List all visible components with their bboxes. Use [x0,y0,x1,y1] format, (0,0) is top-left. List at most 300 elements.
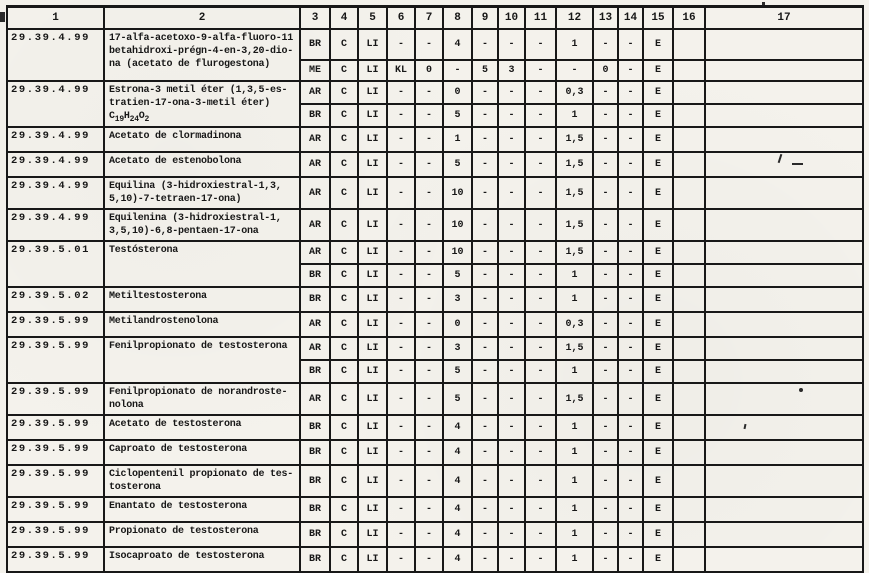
cell-col-16 [673,547,705,572]
substance-name-cell: Estrona-3 metil éter (1,3,5-es- tratien-17-ona-3-metil éter) $C_{19}H_{24}O_2$ [104,81,300,127]
cell-col-13: - [593,81,618,104]
cell-col-4: C [330,497,358,522]
cell-col-7: - [415,497,443,522]
cell-col-8: 0 [443,81,472,104]
cell-col-8: 1 [443,127,472,152]
cell-col-16 [673,29,705,60]
cell-col-16 [673,360,705,383]
cell-col-4: C [330,522,358,547]
cell-col-11: - [525,241,556,264]
code-cell: 29.39.4.99 [7,29,104,81]
cell-col-16 [673,465,705,497]
cell-col-5: LI [358,264,387,287]
cell-col-10: - [498,360,525,383]
column-header-13: 13 [593,7,618,30]
cell-col-5: LI [358,104,387,127]
cell-col-9: - [472,312,498,337]
cell-col-14: - [618,465,643,497]
table-row [7,383,863,415]
cell-col-8: 5 [443,360,472,383]
cell-col-3: BR [300,547,330,572]
cell-col-3: AR [300,81,330,104]
cell-col-12: 1,5 [556,241,593,264]
code-cell: 29.39.5.99 [7,465,104,497]
cell-col-12: 1 [556,104,593,127]
cell-col-16 [673,60,705,81]
cell-col-15: E [643,383,673,415]
cell-col-7: - [415,29,443,60]
cell-col-11: - [525,152,556,177]
cell-col-8: 5 [443,104,472,127]
column-header-12: 12 [556,7,593,30]
cell-col-3: ME [300,60,330,81]
cell-col-5: LI [358,312,387,337]
cell-col-14: - [618,415,643,440]
cell-col-9: - [472,337,498,360]
cell-col-9: - [472,127,498,152]
cell-col-9: - [472,29,498,60]
substance-name-cell: Acetato de estenobolona [104,152,300,177]
cell-col-15: E [643,104,673,127]
cell-col-4: C [330,81,358,104]
cell-col-3: AR [300,241,330,264]
cell-col-13: - [593,177,618,209]
column-header-14: 14 [618,7,643,30]
cell-col-4: C [330,440,358,465]
cell-col-16 [673,312,705,337]
cell-col-10: - [498,177,525,209]
cell-col-9: - [472,177,498,209]
cell-col-10: - [498,522,525,547]
cell-col-11: - [525,522,556,547]
cell-col-13: - [593,522,618,547]
cell-col-4: C [330,465,358,497]
column-header-15: 15 [643,7,673,30]
cell-col-3: AR [300,337,330,360]
cell-col-12: 1 [556,465,593,497]
table-row [7,177,863,209]
cell-col-9: 5 [472,60,498,81]
cell-col-17 [705,383,863,415]
code-cell: 29.39.5.99 [7,497,104,522]
cell-col-15: E [643,287,673,312]
cell-col-16 [673,383,705,415]
cell-col-12: 1 [556,264,593,287]
cell-col-5: LI [358,497,387,522]
cell-col-15: E [643,465,673,497]
cell-col-13: - [593,241,618,264]
cell-col-10: - [498,337,525,360]
cell-col-4: C [330,415,358,440]
cell-col-8: 5 [443,383,472,415]
cell-col-10: - [498,264,525,287]
cell-col-12: - [556,60,593,81]
cell-col-11: - [525,104,556,127]
code-cell: 29.39.5.99 [7,383,104,415]
cell-col-6: - [387,312,415,337]
cell-col-6: - [387,81,415,104]
substance-name-cell: Ciclopentenil propionato de tes- tosterona [104,465,300,497]
table-row [7,415,863,440]
cell-col-3: BR [300,264,330,287]
cell-col-3: AR [300,312,330,337]
cell-col-3: BR [300,522,330,547]
cell-col-15: E [643,127,673,152]
substance-name-cell: Equilenina (3-hidroxiestral-1, 3,5,10)-6,8-pentaen-17-ona [104,209,300,241]
cell-col-16 [673,415,705,440]
cell-col-5: LI [358,360,387,383]
substance-name-cell: Acetato de testosterona [104,415,300,440]
cell-col-7: - [415,415,443,440]
cell-col-8: 10 [443,177,472,209]
cell-col-6: - [387,383,415,415]
cell-col-8: 5 [443,152,472,177]
cell-col-10: - [498,81,525,104]
substance-name-cell: Propionato de testosterona [104,522,300,547]
cell-col-4: C [330,177,358,209]
column-header-1: 1 [7,7,104,30]
cell-col-9: - [472,209,498,241]
substance-name-cell: Acetato de clormadinona [104,127,300,152]
cell-col-6: - [387,415,415,440]
cell-col-13: - [593,415,618,440]
cell-col-10: - [498,440,525,465]
cell-col-6: - [387,264,415,287]
cell-col-14: - [618,29,643,60]
cell-col-11: - [525,287,556,312]
cell-col-13: - [593,264,618,287]
cell-col-16 [673,104,705,127]
cell-col-17 [705,60,863,81]
cell-col-5: LI [358,522,387,547]
cell-col-5: LI [358,287,387,312]
cell-col-13: - [593,337,618,360]
code-cell: 29.39.5.99 [7,415,104,440]
cell-col-11: - [525,465,556,497]
cell-col-15: E [643,152,673,177]
cell-col-6: - [387,29,415,60]
cell-col-11: - [525,547,556,572]
cell-col-9: - [472,264,498,287]
table-row [7,440,863,465]
cell-col-5: LI [358,415,387,440]
table-row [7,522,863,547]
cell-col-14: - [618,177,643,209]
cell-col-17 [705,522,863,547]
code-cell: 29.39.5.99 [7,547,104,572]
cell-col-12: 1,5 [556,177,593,209]
cell-col-4: C [330,383,358,415]
cell-col-13: - [593,287,618,312]
substance-name-cell: Metiltestosterona [104,287,300,312]
cell-col-17 [705,287,863,312]
cell-col-5: LI [358,29,387,60]
cell-col-14: - [618,547,643,572]
cell-col-10: - [498,415,525,440]
cell-col-5: LI [358,127,387,152]
cell-col-12: 0,3 [556,81,593,104]
cell-col-7: - [415,152,443,177]
cell-col-3: BR [300,104,330,127]
cell-col-15: E [643,209,673,241]
cell-col-11: - [525,497,556,522]
cell-col-14: - [618,209,643,241]
cell-col-13: - [593,209,618,241]
code-cell: 29.39.5.99 [7,522,104,547]
cell-col-9: - [472,547,498,572]
cell-col-13: - [593,383,618,415]
cell-col-7: - [415,127,443,152]
cell-col-12: 1 [556,29,593,60]
cell-col-9: - [472,440,498,465]
cell-col-14: - [618,337,643,360]
cell-col-11: - [525,29,556,60]
cell-col-11: - [525,383,556,415]
column-header-row [7,7,863,30]
substance-name-cell: Metilandrostenolona [104,312,300,337]
cell-col-17 [705,312,863,337]
cell-col-9: - [472,287,498,312]
cell-col-5: LI [358,177,387,209]
table-row [7,287,863,312]
column-header-17: 17 [705,7,863,30]
cell-col-13: - [593,29,618,60]
code-cell: 29.39.5.99 [7,440,104,465]
cell-col-3: BR [300,360,330,383]
cell-col-16 [673,337,705,360]
scan-artifact-dot [799,388,803,392]
substance-name-cell: Enantato de testosterona [104,497,300,522]
cell-col-6: - [387,287,415,312]
cell-col-4: C [330,312,358,337]
column-header-10: 10 [498,7,525,30]
substance-name-cell: Fenilpropionato de norandroste- nolona [104,383,300,415]
cell-col-3: AR [300,177,330,209]
cell-col-5: LI [358,81,387,104]
cell-col-7: - [415,264,443,287]
cell-col-17 [705,440,863,465]
code-cell: 29.39.4.99 [7,81,104,127]
cell-col-11: - [525,312,556,337]
chemical-formula: $C_{19}H_{24}O_2$ [109,111,150,124]
cell-col-4: C [330,337,358,360]
cell-col-16 [673,264,705,287]
cell-col-15: E [643,337,673,360]
cell-col-5: LI [358,547,387,572]
cell-col-6: - [387,440,415,465]
cell-col-9: - [472,241,498,264]
cell-col-6: - [387,497,415,522]
column-header-8: 8 [443,7,472,30]
cell-col-17 [705,127,863,152]
cell-col-7: - [415,104,443,127]
cell-col-5: LI [358,465,387,497]
cell-col-11: - [525,337,556,360]
cell-col-6: - [387,465,415,497]
cell-col-8: 10 [443,241,472,264]
cell-col-14: - [618,264,643,287]
cell-col-4: C [330,287,358,312]
cell-col-12: 1,5 [556,383,593,415]
cell-col-8: 5 [443,264,472,287]
table-row [7,465,863,497]
substance-name-cell: Equilina (3-hidroxiestral-1,3, 5,10)-7-tetraen-17-ona) [104,177,300,209]
cell-col-6: - [387,522,415,547]
cell-col-6: - [387,547,415,572]
cell-col-4: C [330,547,358,572]
cell-col-15: E [643,60,673,81]
cell-col-17 [705,152,863,177]
cell-col-8: 3 [443,287,472,312]
column-header-3: 3 [300,7,330,30]
column-header-6: 6 [387,7,415,30]
code-cell: 29.39.5.02 [7,287,104,312]
cell-col-17 [705,547,863,572]
cell-col-16 [673,440,705,465]
cell-col-8: 4 [443,465,472,497]
cell-col-9: - [472,522,498,547]
cell-col-3: BR [300,440,330,465]
cell-col-15: E [643,29,673,60]
cell-col-17 [705,29,863,60]
cell-col-14: - [618,440,643,465]
cell-col-12: 1 [556,547,593,572]
cell-col-6: - [387,241,415,264]
cell-col-12: 0,3 [556,312,593,337]
cell-col-3: BR [300,497,330,522]
cell-col-11: - [525,60,556,81]
cell-col-6: - [387,152,415,177]
cell-col-3: BR [300,29,330,60]
cell-col-12: 1 [556,497,593,522]
cell-col-12: 1,5 [556,127,593,152]
cell-col-16 [673,241,705,264]
cell-col-15: E [643,177,673,209]
code-cell: 29.39.5.01 [7,241,104,287]
cell-col-17 [705,177,863,209]
cell-col-13: - [593,547,618,572]
cell-col-5: LI [358,241,387,264]
column-header-4: 4 [330,7,358,30]
cell-col-15: E [643,497,673,522]
cell-col-7: - [415,465,443,497]
cell-col-6: - [387,360,415,383]
cell-col-10: 3 [498,60,525,81]
cell-col-12: 1,5 [556,209,593,241]
cell-col-15: E [643,522,673,547]
cell-col-7: - [415,337,443,360]
cell-col-11: - [525,360,556,383]
cell-col-6: - [387,209,415,241]
cell-col-10: - [498,209,525,241]
cell-col-14: - [618,497,643,522]
cell-col-16 [673,497,705,522]
substance-name-cell: 17-alfa-acetoxo-9-alfa-fluoro-11 betahidroxi-prégn-4-en-3,20-dio- na (acetato de flurogestona) [104,29,300,81]
cell-col-15: E [643,440,673,465]
cell-col-16 [673,152,705,177]
cell-col-13: - [593,104,618,127]
cell-col-16 [673,177,705,209]
cell-col-5: LI [358,152,387,177]
cell-col-14: - [618,287,643,312]
cell-col-7: - [415,547,443,572]
cell-col-4: C [330,241,358,264]
cell-col-7: - [415,440,443,465]
cell-col-17 [705,81,863,104]
cell-col-7: - [415,177,443,209]
cell-col-10: - [498,465,525,497]
cell-col-8: 0 [443,312,472,337]
cell-col-12: 1 [556,415,593,440]
cell-col-11: - [525,127,556,152]
code-cell: 29.39.4.99 [7,152,104,177]
cell-col-17 [705,264,863,287]
cell-col-17 [705,465,863,497]
cell-col-10: - [498,127,525,152]
cell-col-15: E [643,264,673,287]
table-row [7,152,863,177]
cell-col-8: 4 [443,497,472,522]
cell-col-10: - [498,547,525,572]
scan-artifact-edge-blob [0,12,5,22]
substance-name-cell: Testósterona [104,241,300,287]
cell-col-7: - [415,383,443,415]
cell-col-7: - [415,209,443,241]
cell-col-17 [705,241,863,264]
cell-col-7: - [415,287,443,312]
cell-col-13: - [593,497,618,522]
substance-name-cell: Fenilpropionato de testosterona [104,337,300,383]
cell-col-6: - [387,177,415,209]
cell-col-9: - [472,383,498,415]
column-header-5: 5 [358,7,387,30]
cell-col-14: - [618,383,643,415]
table-row [7,547,863,572]
cell-col-13: - [593,440,618,465]
table-row [7,127,863,152]
cell-col-14: - [618,241,643,264]
cell-col-8: 4 [443,547,472,572]
cell-col-3: AR [300,209,330,241]
cell-col-7: - [415,522,443,547]
cell-col-8: 10 [443,209,472,241]
cell-col-10: - [498,312,525,337]
cell-col-16 [673,209,705,241]
code-cell: 29.39.4.99 [7,177,104,209]
code-cell: 29.39.5.99 [7,312,104,337]
cell-col-12: 1,5 [556,337,593,360]
cell-col-3: AR [300,127,330,152]
substance-name-cell: Caproato de testosterona [104,440,300,465]
cell-col-15: E [643,81,673,104]
cell-col-6: - [387,337,415,360]
cell-col-8: 4 [443,440,472,465]
table-row [7,29,863,60]
cell-col-14: - [618,127,643,152]
cell-col-4: C [330,264,358,287]
cell-col-10: - [498,29,525,60]
cell-col-3: BR [300,287,330,312]
cell-col-11: - [525,177,556,209]
cell-col-8: 3 [443,337,472,360]
cell-col-8: 4 [443,522,472,547]
cell-col-5: LI [358,60,387,81]
cell-col-11: - [525,264,556,287]
cell-col-6: KL [387,60,415,81]
cell-col-4: C [330,127,358,152]
cell-col-14: - [618,60,643,81]
cell-col-15: E [643,547,673,572]
